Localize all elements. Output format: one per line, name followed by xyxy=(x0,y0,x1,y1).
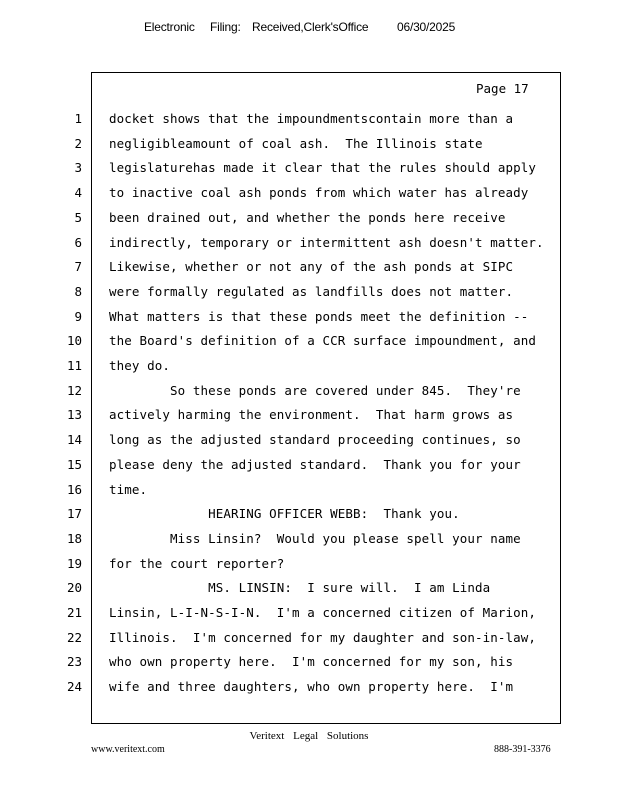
transcript-line xyxy=(0,136,618,160)
line-text: Linsin, L-I-N-S-I-N. I'm a concerned citizen of Marion, xyxy=(109,605,537,620)
line-text: they do. xyxy=(109,358,171,373)
filing-header xyxy=(0,20,618,38)
line-text: What matters is that these ponds meet the definition -- xyxy=(109,308,529,324)
header-received: Received,Clerk'sOffice xyxy=(252,20,369,34)
line-text: Likewise, whether or not any of the ash ponds at SIPC xyxy=(109,259,514,275)
line-number: 23 xyxy=(66,654,82,670)
transcript-line xyxy=(0,679,618,703)
transcript-line xyxy=(0,284,618,308)
transcript-line xyxy=(0,309,618,333)
line-number: 21 xyxy=(66,605,82,620)
line-text: long as the adjusted standard proceeding continues, so xyxy=(109,432,521,448)
line-number: 5 xyxy=(74,209,82,225)
transcript-line xyxy=(0,160,618,184)
line-text: HEARING OFFICER WEBB: Thank you. xyxy=(109,506,460,522)
transcript-line xyxy=(0,630,618,654)
line-number: 13 xyxy=(66,407,82,423)
line-number: 2 xyxy=(74,135,82,151)
line-number: 7 xyxy=(74,259,82,275)
footer-company: Veritext Legal Solutions xyxy=(249,730,369,742)
line-text: Illinois. I'm concerned for my daughter and son-in-law, xyxy=(109,629,537,645)
line-number: 22 xyxy=(66,629,82,645)
transcript-line xyxy=(0,259,618,283)
line-number: 24 xyxy=(66,679,82,695)
line-text: actively harming the environment. That harm grows as xyxy=(109,407,514,423)
line-text: legislaturehas made it clear that the rules should apply xyxy=(109,160,537,176)
header-electronic: Electronic xyxy=(144,20,195,34)
header-filing: Filing: xyxy=(210,20,241,34)
transcript-line xyxy=(0,531,618,555)
line-text: docket shows that the impoundmentscontain more than a xyxy=(109,111,514,126)
line-text: were formally regulated as landfills does not matter. xyxy=(109,283,514,299)
line-number: 9 xyxy=(74,308,82,324)
transcript-line xyxy=(0,457,618,481)
transcript-line xyxy=(0,333,618,357)
line-text: please deny the adjusted standard. Thank you for your xyxy=(109,456,521,472)
line-text: for the court reporter? xyxy=(109,555,285,571)
line-number: 8 xyxy=(74,283,82,299)
line-number: 6 xyxy=(74,234,82,250)
transcript-line xyxy=(0,235,618,259)
line-text: to inactive coal ash ponds from which water has already xyxy=(109,185,529,201)
transcript-line xyxy=(0,605,618,629)
header-date: 06/30/2025 xyxy=(397,20,456,34)
transcript-line xyxy=(0,407,618,431)
line-number: 11 xyxy=(66,358,82,373)
line-number: 19 xyxy=(66,555,82,571)
footer-website: www.veritext.com xyxy=(91,744,165,755)
line-number: 17 xyxy=(66,506,82,522)
line-text: Miss Linsin? Would you please spell your name xyxy=(109,530,521,546)
line-text: wife and three daughters, who own property here. I'm xyxy=(109,679,514,695)
transcript-line xyxy=(0,383,618,407)
line-number: 4 xyxy=(74,185,82,201)
line-number: 1 xyxy=(74,111,82,126)
transcript-line xyxy=(0,580,618,604)
line-text: been drained out, and whether the ponds here receive xyxy=(109,209,506,225)
transcript-line xyxy=(0,556,618,580)
line-number: 18 xyxy=(66,530,82,546)
transcript-line xyxy=(0,654,618,678)
line-text: the Board's definition of a CCR surface impoundment, and xyxy=(109,333,537,349)
line-text: time. xyxy=(109,481,148,497)
line-text: indirectly, temporary or intermittent ash doesn't matter. xyxy=(109,234,544,250)
line-number: 10 xyxy=(66,333,82,349)
line-number: 14 xyxy=(66,432,82,448)
transcript-line xyxy=(0,111,618,135)
line-text: negligibleamount of coal ash. The Illinois state xyxy=(109,135,483,151)
transcript-line xyxy=(0,210,618,234)
footer-phone: 888-391-3376 xyxy=(494,744,551,755)
line-text: So these ponds are covered under 845. They're xyxy=(109,382,521,398)
transcript-line xyxy=(0,482,618,506)
transcript-line xyxy=(0,185,618,209)
transcript-line xyxy=(0,432,618,456)
line-number: 16 xyxy=(66,481,82,497)
line-number: 20 xyxy=(66,580,82,596)
transcript-line xyxy=(0,506,618,530)
line-text: who own property here. I'm concerned for my son, his xyxy=(109,654,514,670)
line-number: 15 xyxy=(66,456,82,472)
line-number: 3 xyxy=(74,160,82,176)
transcript-line xyxy=(0,358,618,382)
line-number: 12 xyxy=(66,382,82,398)
line-text: MS. LINSIN: I sure will. I am Linda xyxy=(109,580,491,596)
page-number: Page 17 xyxy=(476,81,529,96)
